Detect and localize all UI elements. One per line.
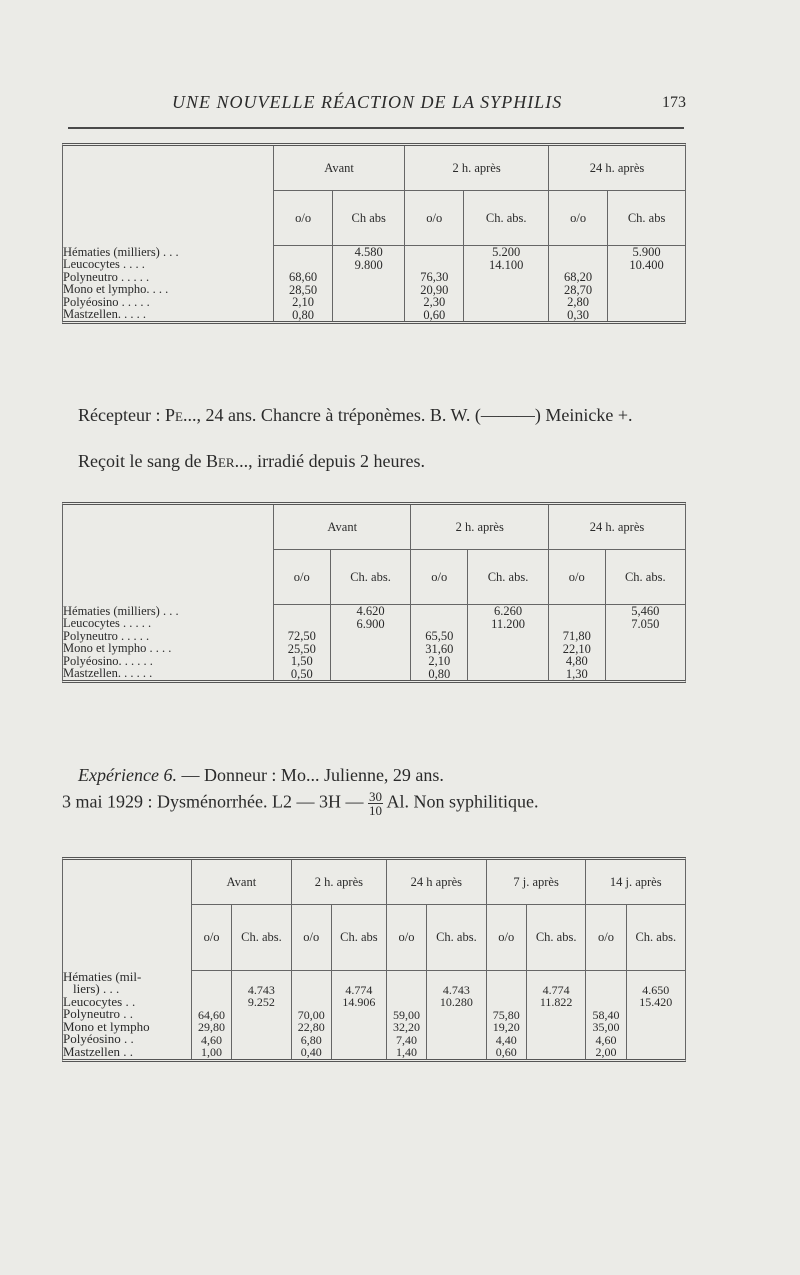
data-column	[411, 605, 468, 681]
cell	[464, 271, 548, 284]
recipient-paragraph: Récepteur : Pe..., 24 ans. Chancre à tréponèmes. B. W. (———) Meinicke +.	[78, 405, 633, 425]
sub-header: o/o	[274, 191, 333, 246]
data-column: 4.650 15.420	[626, 971, 685, 1059]
cell: 22,10	[562, 641, 591, 656]
data-column	[605, 605, 685, 681]
row-label: Mono et lympho. . . .	[63, 282, 169, 297]
cell: 68,20	[564, 270, 593, 284]
cell: 7.050	[631, 616, 660, 631]
row-label: Mastzellen . .	[63, 1043, 134, 1059]
cell: 28,50	[289, 282, 318, 297]
sub-header: Ch. abs.	[427, 905, 487, 971]
cell: 9.800	[354, 257, 383, 272]
cell	[274, 246, 332, 259]
row-labels	[63, 246, 274, 322]
blood-table-2	[62, 502, 686, 683]
cell: 76,30	[420, 270, 449, 284]
cell	[549, 246, 607, 259]
running-header	[62, 92, 686, 122]
data-column	[548, 246, 607, 322]
cell	[331, 643, 411, 656]
cell: 4,80	[565, 654, 588, 668]
data-column	[468, 605, 549, 681]
cell: 65,50	[425, 629, 454, 643]
cell: 5,460	[631, 604, 660, 618]
sub-header: Ch. abs.	[626, 905, 685, 971]
cell: 1,30	[565, 666, 588, 681]
cell: 2,30	[423, 295, 446, 309]
cell: 6.900	[356, 616, 385, 631]
data-column	[274, 605, 331, 681]
cell: 11.200	[491, 616, 525, 631]
row-label: Mono et lympho	[63, 1018, 150, 1034]
cell	[331, 668, 411, 681]
group-header: Avant	[274, 505, 411, 550]
cell	[608, 284, 685, 297]
row-label: liers) . . .	[73, 981, 120, 997]
sub-header: o/o	[548, 191, 607, 246]
data-column: 4.774 14.906	[331, 971, 386, 1059]
sub-header: o/o	[548, 550, 605, 605]
data-column: 4.743 9.252	[232, 971, 292, 1059]
cell	[331, 655, 411, 668]
cell	[333, 271, 404, 284]
group-header: 24 h après	[386, 860, 486, 905]
header-rule	[68, 127, 684, 129]
cell: 68,60	[289, 270, 318, 284]
sub-header: Ch abs	[333, 191, 405, 246]
cell	[333, 296, 404, 309]
cell: 31,60	[425, 641, 454, 656]
cell: 2,10	[292, 295, 315, 309]
row-label: Hématies (milliers) . . .	[63, 244, 179, 259]
row-label: Leucocytes . . . .	[63, 257, 145, 272]
cell: 0,50	[290, 666, 313, 681]
data-column: 59,00 32,20 7,40 1,40	[386, 971, 426, 1059]
group-header: Avant	[274, 146, 405, 191]
cell	[464, 309, 548, 322]
cell: 0,80	[292, 307, 315, 322]
row-labels	[63, 968, 192, 1059]
cell: 1,50	[290, 654, 313, 668]
fraction: $\frac{30}{10}$	[368, 789, 382, 818]
group-header: Avant	[192, 860, 292, 905]
cell	[608, 296, 685, 309]
sub-header: Ch. abs.	[232, 905, 292, 971]
sub-header: o/o	[192, 905, 232, 971]
cell: 0,80	[428, 666, 451, 681]
experiment-label: Expérience 6.	[78, 765, 177, 785]
cell	[274, 605, 330, 618]
row-label: Mono et lympho . . . .	[63, 641, 172, 656]
sub-header: o/o	[411, 550, 468, 605]
sub-header: o/o	[291, 905, 331, 971]
row-label: Polyneutro . .	[63, 1006, 134, 1022]
cell: 25,50	[287, 641, 316, 656]
cell: 4.620	[356, 604, 385, 618]
cell: 6.260	[493, 604, 523, 618]
group-header: 24 h. après	[548, 146, 685, 191]
blood-table-1	[62, 143, 686, 324]
blood-table-3	[62, 857, 686, 1062]
cell	[606, 630, 685, 643]
row-label: Polyéosino . . . . .	[63, 294, 150, 309]
data-column	[548, 605, 605, 681]
cell: 5.200	[492, 245, 521, 259]
cell: 4.580	[354, 245, 383, 259]
cell	[608, 271, 685, 284]
cell	[333, 309, 404, 322]
cell	[464, 284, 548, 297]
row-label: Mastzellen. . . . .	[63, 307, 146, 322]
row-label-header	[63, 505, 274, 605]
data-column	[333, 246, 405, 322]
row-label: Polyneutro . . . . .	[63, 628, 150, 643]
data-column	[608, 246, 685, 322]
group-header: 14 j. après	[586, 860, 685, 905]
group-header: 2 h. après	[411, 505, 548, 550]
experiment-description: 3 mai 1929 : Dysménorrhée. L2 — 3H — $\frac{30}{10}$ Al. Non syphilitique.	[62, 789, 539, 818]
cell: 0,60	[423, 307, 446, 322]
row-label: Polyéosino . .	[63, 1031, 134, 1047]
cell	[606, 643, 685, 656]
cell	[468, 655, 548, 668]
cell	[468, 643, 548, 656]
receives-paragraph: Reçoit le sang de Ber..., irradié depuis 2 heures.	[78, 451, 426, 471]
cell: 2,80	[567, 295, 590, 309]
cell	[606, 668, 685, 681]
cell: 14.100	[488, 257, 524, 272]
sub-header: Ch. abs.	[526, 905, 586, 971]
cell: 28,70	[564, 282, 593, 297]
cell	[608, 309, 685, 322]
sub-header: Ch. abs.	[468, 550, 549, 605]
data-column: 75,80 19,20 4,40 0,60	[486, 971, 526, 1059]
data-column: 70,00 22,80 6,80 0,40	[291, 971, 331, 1059]
data-column: 58,40 35,00 4,60 2,00	[586, 971, 626, 1059]
experiment-heading: Expérience 6. — Donneur : Mo... Julienne, 29 ans.	[78, 765, 444, 785]
page-number: 173	[662, 94, 686, 111]
cell: 5.900	[632, 245, 661, 259]
group-header: 24 h. après	[548, 505, 685, 550]
row-label: Polyneutro . . . . .	[63, 269, 150, 284]
cell	[331, 630, 411, 643]
cell	[606, 655, 685, 668]
sub-header: o/o	[386, 905, 426, 971]
cell	[468, 668, 548, 681]
data-column: 4.743 10.280	[427, 971, 487, 1059]
data-column: 4.774 11.822	[526, 971, 586, 1059]
cell: 72,50	[287, 629, 316, 643]
row-label: Hématies (mil-	[63, 968, 142, 984]
group-header: 2 h. après	[405, 146, 549, 191]
cell	[333, 284, 404, 297]
data-column	[464, 246, 549, 322]
running-title: UNE NOUVELLE RÉACTION DE LA SYPHILIS	[172, 92, 563, 112]
cell: 20,90	[420, 282, 449, 297]
row-label-header	[63, 860, 192, 971]
row-label: Leucocytes . .	[63, 993, 136, 1009]
group-header: 7 j. après	[486, 860, 586, 905]
cell: 10.400	[629, 257, 664, 272]
cell: 2,10	[428, 654, 451, 668]
sub-header: o/o	[405, 191, 464, 246]
sub-header: o/o	[586, 905, 626, 971]
cell: 71,80	[562, 629, 591, 643]
row-labels	[63, 605, 274, 681]
row-label: Polyéosino. . . . . .	[63, 653, 153, 668]
sub-header: Ch. abs.	[605, 550, 685, 605]
sub-header: Ch. abs	[331, 905, 386, 971]
cell	[549, 605, 605, 618]
row-label: Mastzellen. . . . . .	[63, 666, 153, 681]
cell	[411, 605, 467, 618]
data-column	[274, 246, 333, 322]
group-header: 2 h. après	[291, 860, 386, 905]
sub-header: Ch. abs.	[330, 550, 411, 605]
cell	[464, 296, 548, 309]
sub-header: o/o	[486, 905, 526, 971]
row-label: Leucocytes . . . . .	[63, 616, 152, 631]
row-label: Hématies (milliers) . . .	[63, 603, 179, 618]
cell: 0,30	[567, 307, 590, 322]
cell	[468, 630, 548, 643]
cell	[405, 246, 463, 259]
data-column	[405, 246, 464, 322]
sub-header: Ch. abs	[608, 191, 685, 246]
data-column: 64,60 29,80 4,60 1,00	[192, 971, 232, 1059]
row-label-header	[63, 146, 274, 246]
sub-header: Ch. abs.	[464, 191, 549, 246]
sub-header: o/o	[274, 550, 331, 605]
data-column	[330, 605, 411, 681]
